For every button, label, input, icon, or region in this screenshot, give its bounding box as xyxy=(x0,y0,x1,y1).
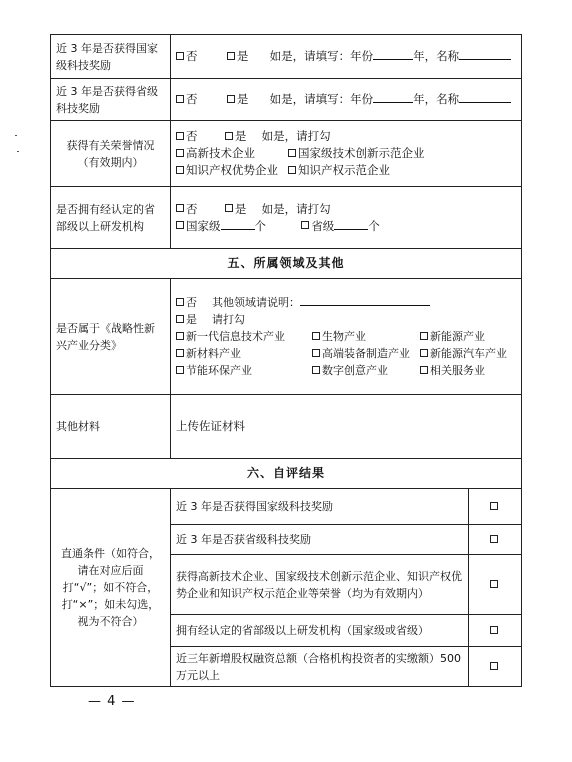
industry-option[interactable]: 数字创意产业 xyxy=(312,362,420,379)
honor-option[interactable]: 知识产权优势企业 xyxy=(176,162,288,179)
industry-option[interactable]: 新一代信息技术产业 xyxy=(176,328,312,345)
scan-mark xyxy=(17,151,19,152)
checkbox-provincial-no[interactable] xyxy=(176,95,184,103)
industry-option[interactable]: 新能源产业 xyxy=(420,328,485,345)
checkbox-national-yes[interactable] xyxy=(227,52,235,60)
industry-option[interactable]: 高端装备制造产业 xyxy=(312,345,420,362)
label-provincial-award: 近 3 年是否获得省级科技奖励 xyxy=(51,79,171,121)
label-honors: 获得有关荣誉情况（有效期内） xyxy=(51,121,171,187)
section-6-title: 六、自评结果 xyxy=(51,459,522,489)
page-number: — 4 — xyxy=(88,694,136,709)
condition-checkbox[interactable] xyxy=(490,580,498,588)
section-5-header xyxy=(51,249,522,279)
industry-option[interactable]: 新材料产业 xyxy=(176,345,312,362)
checkbox-provincial-yes[interactable] xyxy=(227,95,235,103)
name-input-national[interactable] xyxy=(459,48,511,60)
label-materials: 其他材料 xyxy=(51,395,171,459)
section-5-title: 五、所属领域及其他 xyxy=(51,249,522,279)
field-honors: 否 是 如是，请打勾 高新技术企业 国家级技术创新示范企业 知识产权优势企业 知识产权示范企业 xyxy=(171,121,522,187)
condition-checkbox[interactable] xyxy=(490,502,498,510)
row-national-award xyxy=(51,35,522,79)
condition-checkbox-cell[interactable] xyxy=(469,615,522,647)
upload-evidence-link[interactable]: 上传佐证材料 xyxy=(171,395,522,459)
condition-text: 近 3 年是否获得国家级科技奖励 xyxy=(171,489,469,525)
condition-text: 获得高新技术企业、国家级技术创新示范企业、知识产权优势企业和知识产权示范企业等荣誉（均为有效期内） xyxy=(171,555,469,615)
condition-text: 近 3 年是否获省级科技奖励 xyxy=(171,525,469,555)
checkbox-strategic-yes[interactable] xyxy=(176,315,184,323)
application-form-table xyxy=(50,34,522,687)
field-strategic: 否 其他领域请说明： 是 请打勾 新一代信息技术产业 生物产业 新能源产业 新材料产业 高端装备制造产业 新能源汽车产业 节能环保产业 数字创意产业 相关服务业 xyxy=(171,279,522,395)
checkbox-national-no[interactable] xyxy=(176,52,184,60)
row-provincial-award xyxy=(51,79,522,121)
row-materials xyxy=(51,395,522,459)
other-field-input[interactable] xyxy=(300,294,430,306)
condition-checkbox[interactable] xyxy=(490,535,498,543)
name-input-provincial[interactable] xyxy=(459,91,511,103)
condition-checkbox-cell[interactable] xyxy=(469,555,522,615)
condition-checkbox-cell[interactable] xyxy=(469,647,522,687)
section-6-header xyxy=(51,459,522,489)
condition-text: 近三年新增股权融资总额（合格机构投资者的实缴额）500 万元以上 xyxy=(171,647,469,687)
row-rd-center xyxy=(51,187,522,249)
condition-text: 拥有经认定的省部级以上研发机构（国家级或省级） xyxy=(171,615,469,647)
scan-mark xyxy=(15,135,17,136)
condition-checkbox[interactable] xyxy=(490,662,498,670)
label-national-award: 近 3 年是否获得国家级科技奖励 xyxy=(51,35,171,79)
condition-checkbox[interactable] xyxy=(490,626,498,634)
row-strategic xyxy=(51,279,522,395)
label-strategic: 是否属于《战略性新兴产业分类》 xyxy=(51,279,171,395)
checkbox-rd-national[interactable] xyxy=(176,221,184,229)
count-input-provincial[interactable] xyxy=(334,218,368,230)
condition-checkbox-cell[interactable] xyxy=(469,489,522,525)
honor-option[interactable]: 国家级技术创新示范企业 xyxy=(288,145,425,162)
industry-option[interactable]: 节能环保产业 xyxy=(176,362,312,379)
honor-option[interactable]: 高新技术企业 xyxy=(176,145,288,162)
checkbox-strategic-no[interactable] xyxy=(176,298,184,306)
year-input-national[interactable] xyxy=(373,48,413,60)
field-provincial-award: 否 是 如是，请填写：年份 年，名称 xyxy=(171,79,522,121)
checkbox-rd-provincial[interactable] xyxy=(301,221,309,229)
checkbox-rd-yes[interactable] xyxy=(225,204,233,212)
count-input-national[interactable] xyxy=(221,218,255,230)
checkbox-honors-yes[interactable] xyxy=(225,132,233,140)
field-national-award: 否 是 如是，请填写：年份 年，名称 xyxy=(171,35,522,79)
checkbox-honors-no[interactable] xyxy=(176,132,184,140)
year-input-provincial[interactable] xyxy=(373,91,413,103)
condition-checkbox-cell[interactable] xyxy=(469,525,522,555)
field-rd-center: 否 是 如是，请打勾 国家级 个 省级 个 xyxy=(171,187,522,249)
industry-option[interactable]: 新能源汽车产业 xyxy=(420,345,507,362)
checkbox-rd-no[interactable] xyxy=(176,204,184,212)
industry-option[interactable]: 相关服务业 xyxy=(420,362,485,379)
condition-row xyxy=(51,489,522,525)
label-rd-center: 是否拥有经认定的省部级以上研发机构 xyxy=(51,187,171,249)
direct-condition-label: 直通条件（如符合，请在对应后面打“√”；如不符合，打“×”；如未勾选，视为不符合） xyxy=(51,489,171,687)
industry-option[interactable]: 生物产业 xyxy=(312,328,420,345)
honor-option[interactable]: 知识产权示范企业 xyxy=(288,162,390,179)
row-honors xyxy=(51,121,522,187)
